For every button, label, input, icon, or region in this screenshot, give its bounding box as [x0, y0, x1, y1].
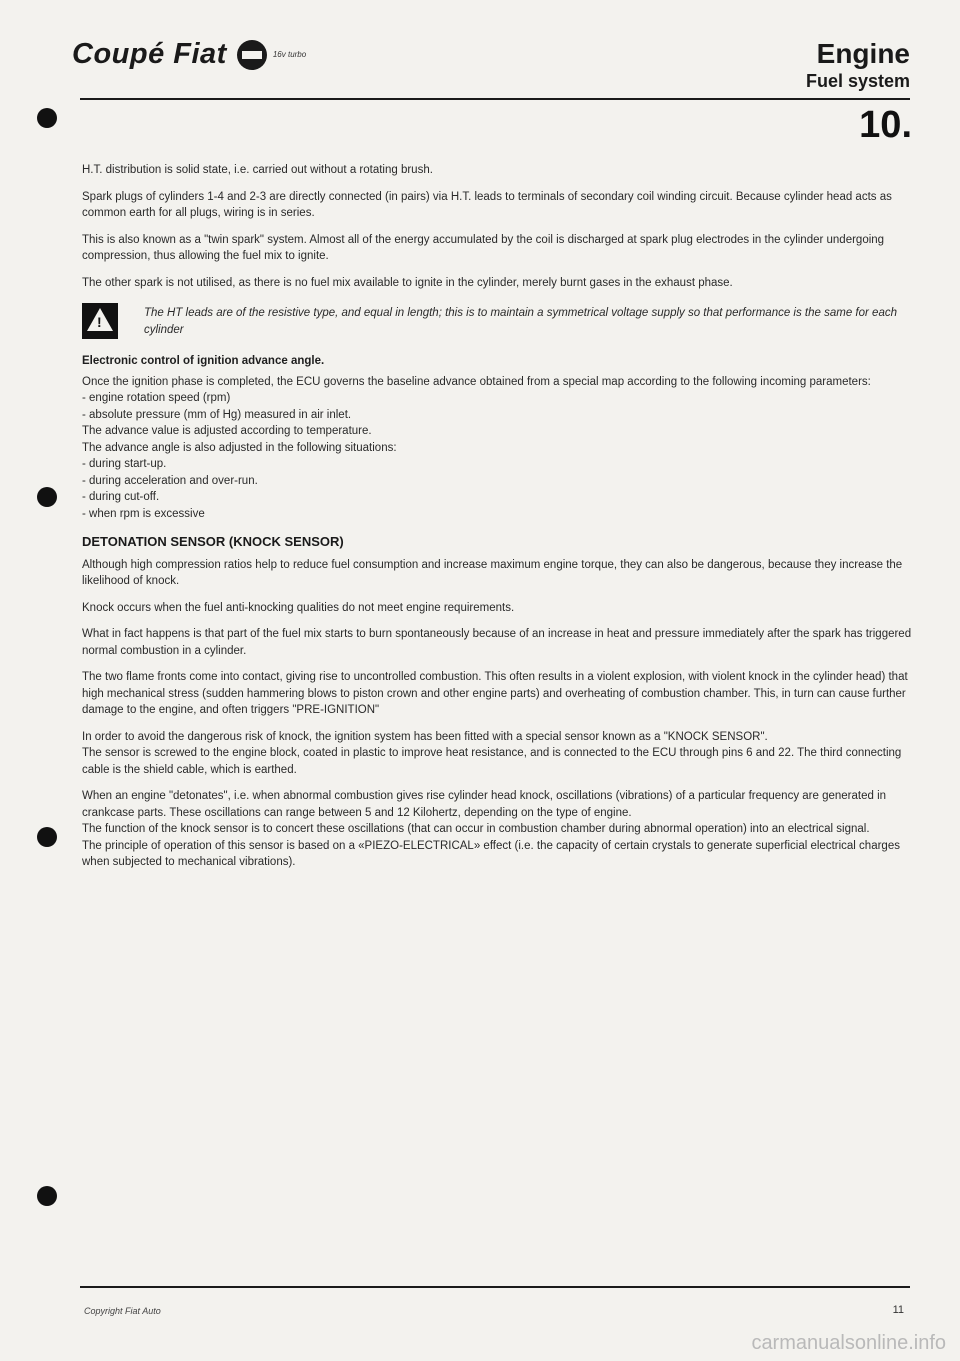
paragraph: Spark plugs of cylinders 1-4 and 2-3 are directly connected (in pairs) via H.T. leads to terminals of secondary coil winding circuit. Because cylinder head acts as common earth for all plugs, wiring is in series. — [82, 190, 892, 219]
list-item: - during cut-off. — [82, 489, 914, 506]
situation-list — [82, 456, 914, 522]
paragraph: Once the ignition phase is completed, the ECU governs the baseline advance obtained from a special map according to the following incoming parameters: — [82, 375, 871, 388]
copyright: Copyright Fiat Auto — [84, 1306, 161, 1316]
paragraph: The principle of operation of this sensor is based on a «PIEZO-ELECTRICAL» effect (i.e. the capacity of certain crystals to generate superficial electrical charges when subjected to mechanical vibrations). — [82, 839, 900, 868]
body-text — [82, 162, 914, 881]
brand-subtitle: 16v turbo — [272, 50, 307, 59]
subheading-advance: Electronic control of ignition advance angle. — [82, 355, 325, 367]
paragraph: The advance angle is also adjusted in the following situations: — [82, 441, 397, 454]
paragraph: Knock occurs when the fuel anti-knocking qualities do not meet engine requirements. — [82, 601, 515, 614]
warning-note — [82, 303, 914, 339]
paragraph: What in fact happens is that part of the fuel mix starts to burn spontaneously because of an increase in heat and pressure immediately after the spark has triggered normal combustion in a cylinder. — [82, 628, 912, 657]
warning-text: The HT leads are of the resistive type, and equal in length; this is to maintain a symmetrical voltage supply so that performance is the same for each cylinder — [144, 307, 897, 336]
paragraph: The sensor is screwed to the engine block, coated in plastic to improve heat resistance, and is connected to the ECU through pins 6 and 22. The third connecting cable is the shield cable, which is earthed. — [82, 747, 902, 776]
page-number: 11 — [892, 1304, 904, 1316]
heading-knock-sensor: DETONATION SENSOR (KNOCK SENSOR) — [82, 534, 344, 549]
fiat-logo-icon — [237, 40, 267, 70]
binder-hole-icon — [37, 827, 57, 847]
paragraph: This is also known as a "twin spark" system. Almost all of the energy accumulated by the coil is discharged at spark plug electrodes in the cylinder undergoing compression, thus allowing the fuel mix to ignite. — [82, 233, 885, 262]
footer-rule — [80, 1286, 910, 1288]
header-rule — [80, 98, 910, 100]
binder-hole-icon — [37, 1186, 57, 1206]
parameter-list — [82, 390, 914, 423]
list-item: - when rpm is excessive — [82, 506, 914, 523]
paragraph: The other spark is not utilised, as there is no fuel mix available to ignite in the cylinder, merely burnt gases in the exhaust phase. — [82, 276, 733, 289]
list-item: - during start-up. — [82, 456, 914, 473]
section-subtitle: Fuel system — [805, 71, 910, 91]
paragraph: When an engine "detonates", i.e. when abnormal combustion gives rise cylinder head knock, oscillations (vibrations) of a particular frequency are generated in crankcase parts. These oscillations can range between 5 and 12 Kilohertz, depending on the type of engine. — [82, 790, 887, 819]
paragraph: H.T. distribution is solid state, i.e. carried out without a rotating brush. — [82, 164, 433, 176]
chapter-number: 10. — [859, 104, 912, 146]
warning-icon — [82, 303, 118, 339]
paragraph: The function of the knock sensor is to concert these oscillations (that can occur in combustion chamber during abnormal operation) into an electrical signal. — [82, 823, 870, 835]
paragraph: Although high compression ratios help to reduce fuel consumption and increase maximum engine torque, they can also be dangerous, because they increase the likelihood of knock. — [82, 558, 903, 587]
list-item: - absolute pressure (mm of Hg) measured in air inlet. — [82, 407, 914, 424]
list-item: - engine rotation speed (rpm) — [82, 390, 914, 407]
section-title: Engine — [816, 38, 910, 69]
binder-hole-icon — [37, 108, 57, 128]
brand-header — [72, 38, 306, 71]
paragraph: In order to avoid the dangerous risk of knock, the ignition system has been fitted with a special sensor known as a "KNOCK SENSOR". — [82, 730, 768, 743]
list-item: - during acceleration and over-run. — [82, 473, 914, 490]
paragraph: The two flame fronts come into contact, giving rise to uncontrolled combustion. This often results in a violent explosion, with violent knock in the cylinder head) that high mechanical stress (sudden hammering blows to piston crown and other engine parts) and overheating of combustion chamber. This, in turn can cause further damage to the engine, and often triggers "PRE-IGNITION" — [82, 671, 908, 716]
watermark: carmanualsonline.info — [751, 1332, 946, 1354]
section-header — [806, 38, 910, 92]
binder-hole-icon — [37, 487, 57, 507]
paragraph: The advance value is adjusted according to temperature. — [82, 425, 372, 437]
brand-title: Coupé Fiat — [72, 38, 227, 70]
